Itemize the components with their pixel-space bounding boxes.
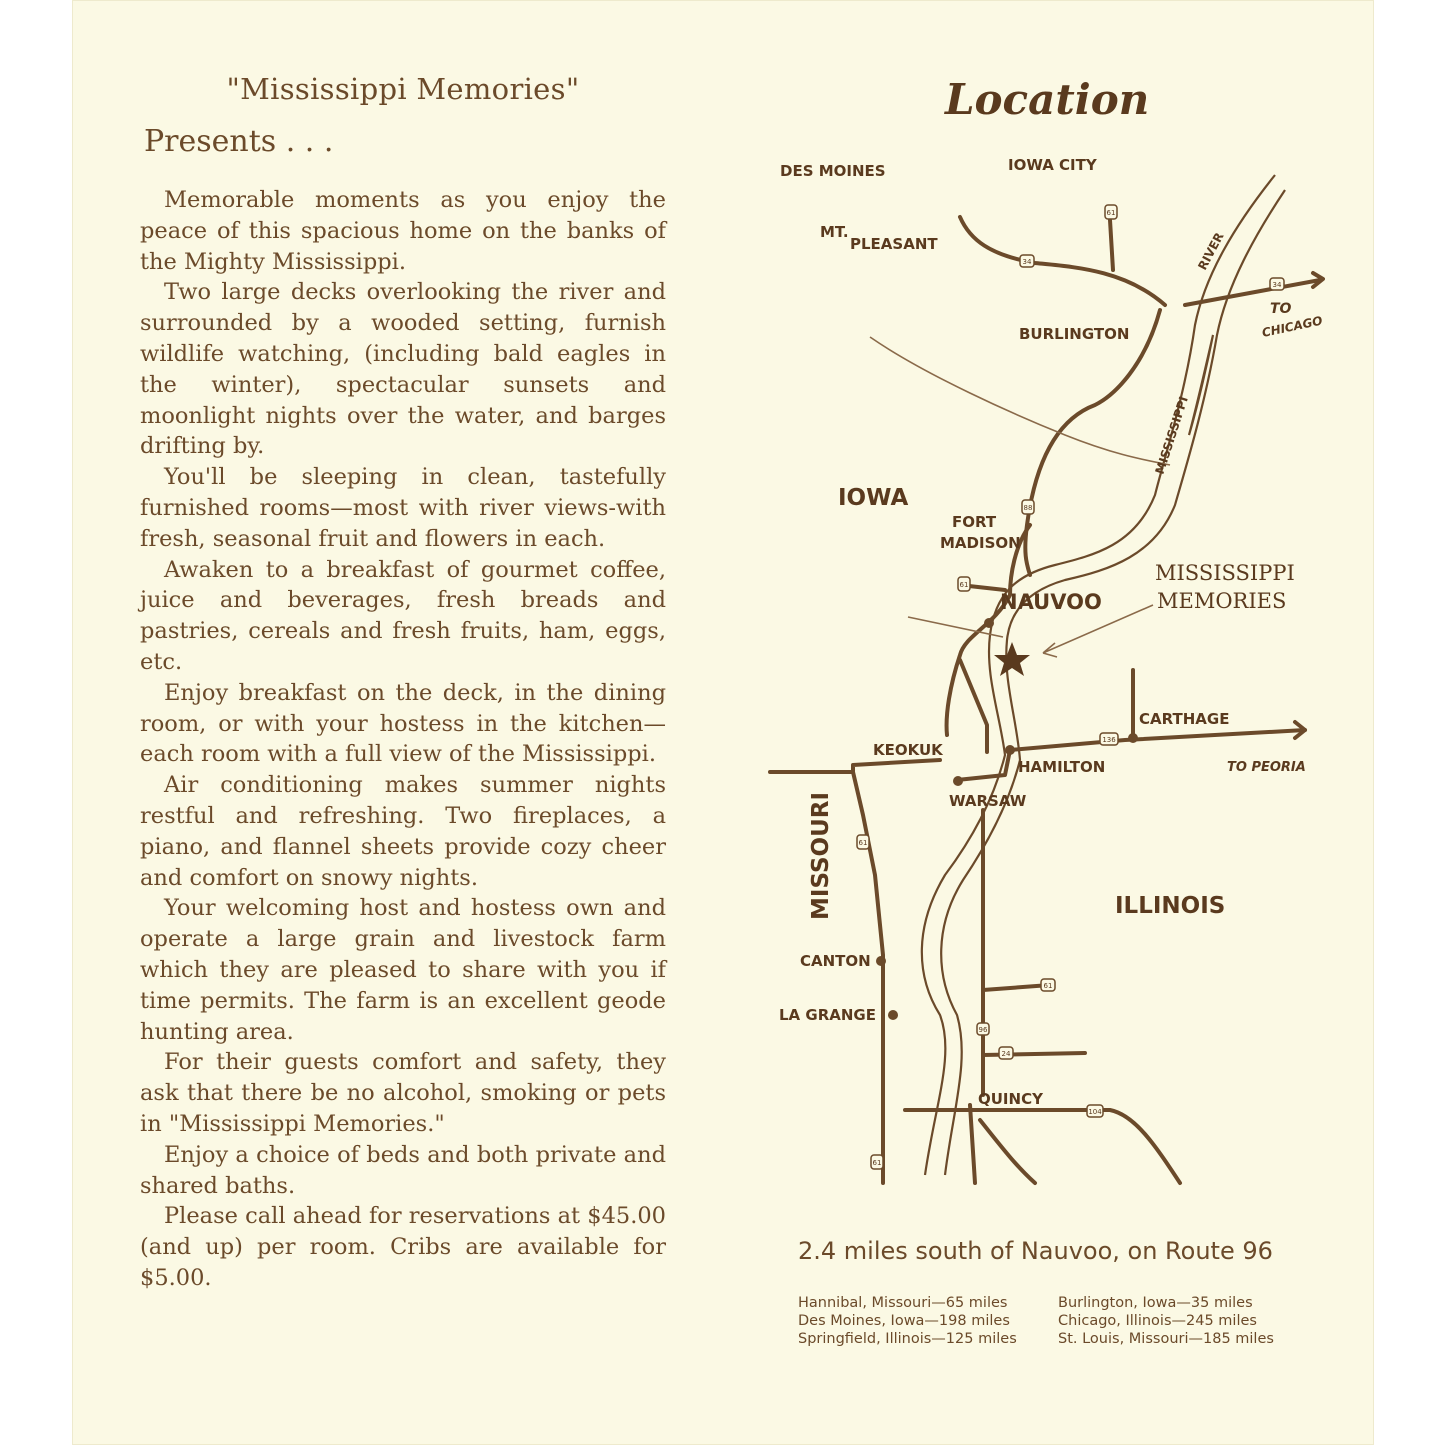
svg-text:61: 61 [959, 581, 969, 589]
directions-text: 2.4 miles south of Nauvoo, on Route 96 [798, 1237, 1273, 1265]
route-shield [1020, 255, 1034, 267]
label-warsaw: WARSAW [949, 792, 1027, 810]
paragraph-rooms: You'll be sleeping in clean, tastefully furnished rooms—most with river views-with fresh, seasonal fruit and flowers in each. [140, 464, 666, 552]
svg-text:61: 61 [872, 1159, 882, 1167]
route-shield [1022, 500, 1034, 514]
label-fort: FORT [952, 513, 997, 531]
distances-list [798, 1295, 1318, 1347]
svg-text:24: 24 [1001, 1050, 1011, 1058]
canton-dot [876, 956, 886, 966]
route-shield [1100, 733, 1118, 745]
label-to-peoria: TO PEORIA [1227, 760, 1306, 775]
label-la-grange: LA GRANGE [779, 1006, 876, 1024]
label-river: RIVER [1195, 230, 1227, 273]
svg-text:34: 34 [1272, 281, 1282, 289]
route-shield [1270, 278, 1284, 290]
svg-text:61: 61 [858, 839, 868, 847]
label-to-chicago: CHICAGO [1260, 313, 1324, 340]
paragraph-reservations: Please call ahead for reservations at $45.00 (and up) per room. Cribs are available for $5.00. [140, 1203, 666, 1291]
route-shield [977, 1023, 989, 1035]
distance-item: Hannibal, Missouri—65 miles [798, 1295, 1008, 1311]
label-madison: MADISON [940, 534, 1021, 552]
label-carthage: CARTHAGE [1139, 710, 1230, 728]
route-quincy-diag [980, 1120, 1035, 1183]
route-shield [1105, 205, 1117, 219]
route-61-missouri [853, 772, 883, 1183]
label-mt: MT. [820, 223, 849, 241]
route-shield [958, 577, 970, 591]
label-mississippi-river: MISSISSIPPI [1152, 394, 1191, 476]
presents-heading: Presents . . . [144, 124, 334, 159]
label-quincy: QUINCY [978, 1090, 1043, 1108]
label-des-moines: DES MOINES [780, 162, 886, 180]
label-nauvoo: NAUVOO [1000, 590, 1102, 614]
callout-line1: MISSISSIPPI [1155, 561, 1295, 585]
route-136 [1010, 730, 1305, 750]
distance-item: Des Moines, Iowa—198 miles [798, 1313, 1010, 1329]
svg-text:34: 34 [1022, 258, 1032, 266]
paragraph-intro: Memorable moments as you enjoy the peace of this spacious home on the banks of the Mighty Mississippi. [140, 187, 666, 275]
route-96-spur [983, 985, 1050, 990]
label-iowa-city: IOWA CITY [1008, 156, 1097, 174]
label-illinois-state: ILLINOIS [1115, 893, 1226, 919]
brochure-title: "Mississippi Memories" [226, 72, 580, 106]
la-grange-dot [888, 1010, 898, 1020]
nauvoo-dot [984, 618, 994, 628]
svg-text:88: 88 [1023, 504, 1033, 512]
body-text [140, 185, 666, 1294]
label-canton: CANTON [800, 952, 871, 970]
mississippi-memories-star-icon [994, 642, 1030, 676]
carthage-dot [1128, 733, 1138, 743]
svg-text:61: 61 [1106, 209, 1116, 217]
route-61-north [1110, 220, 1113, 270]
warsaw-dot [953, 776, 963, 786]
hamilton-dot [1005, 745, 1015, 755]
callout-line2: MEMORIES [1157, 589, 1287, 613]
svg-text:104: 104 [1088, 1108, 1102, 1116]
distance-item: Chicago, Illinois—245 miles [1058, 1313, 1257, 1329]
label-missouri-state: MISSOURI [808, 791, 834, 920]
route-96-north [960, 660, 987, 752]
distance-item: Springfield, Illinois—125 miles [798, 1331, 1017, 1347]
paragraph-rules: For their guests comfort and safety, they ask that there be no alcohol, smoking or pets in "Mississippi Memories." [140, 1049, 666, 1137]
left-panel [140, 72, 666, 1294]
paragraph-beds: Enjoy a choice of beds and both private and shared baths. [140, 1141, 666, 1199]
location-map [765, 75, 1325, 1215]
rail-line [870, 337, 1170, 465]
route-shield [857, 835, 869, 849]
label-to-chicago-to: TO [1270, 301, 1292, 317]
label-hamilton: HAMILTON [1018, 758, 1106, 776]
route-shield [999, 1047, 1013, 1059]
label-iowa-state: IOWA [838, 485, 909, 511]
svg-text:96: 96 [978, 1026, 988, 1034]
route-shield [1087, 1105, 1103, 1117]
route-shield [1041, 979, 1055, 991]
route-keokuk-west [770, 760, 940, 772]
location-heading: Location [945, 75, 1150, 124]
distance-item: St. Louis, Missouri—185 miles [1058, 1331, 1274, 1347]
paragraph-farm: Your welcoming host and hostess own and operate a large grain and livestock farm which they are pleased to share with you if time permits. The farm is an excellent geode hunting area. [140, 895, 666, 1045]
paragraph-decks: Two large decks overlooking the river and surrounded by a wooded setting, furnish wildlife watching, (including bald eagles in the winter), spectacular sunsets and moonlight nights over the water, and barges drifting by. [140, 279, 666, 460]
paragraph-breakfast: Awaken to a breakfast of gourmet coffee, juice and beverages, fresh breads and pastries, cereals and fresh fruits, ham, eggs, etc. [140, 556, 666, 675]
right-panel [765, 75, 1325, 1375]
route-34-west [960, 217, 1165, 305]
label-keokuk: KEOKUK [873, 741, 943, 759]
paragraph-comfort: Air conditioning makes summer nights restful and refreshing. Two fireplaces, a piano, and flannel sheets provide cozy cheer and comfort on snowy nights. [140, 772, 666, 891]
route-61-fort-madison [947, 525, 1030, 735]
label-pleasant: PLEASANT [850, 235, 938, 253]
route-61-burlington [1025, 310, 1160, 575]
svg-text:61: 61 [1043, 982, 1053, 990]
paragraph-dining: Enjoy breakfast on the deck, in the dining room, or with your hostess in the kitchen—each room with a full view of the Mississippi. [140, 679, 666, 768]
distance-item: Burlington, Iowa—35 miles [1058, 1295, 1253, 1311]
route-quincy-south [970, 1105, 975, 1183]
route-shield [871, 1155, 883, 1169]
river-island [1189, 335, 1213, 435]
svg-text:136: 136 [1102, 736, 1116, 744]
label-burlington: BURLINGTON [1019, 325, 1130, 343]
